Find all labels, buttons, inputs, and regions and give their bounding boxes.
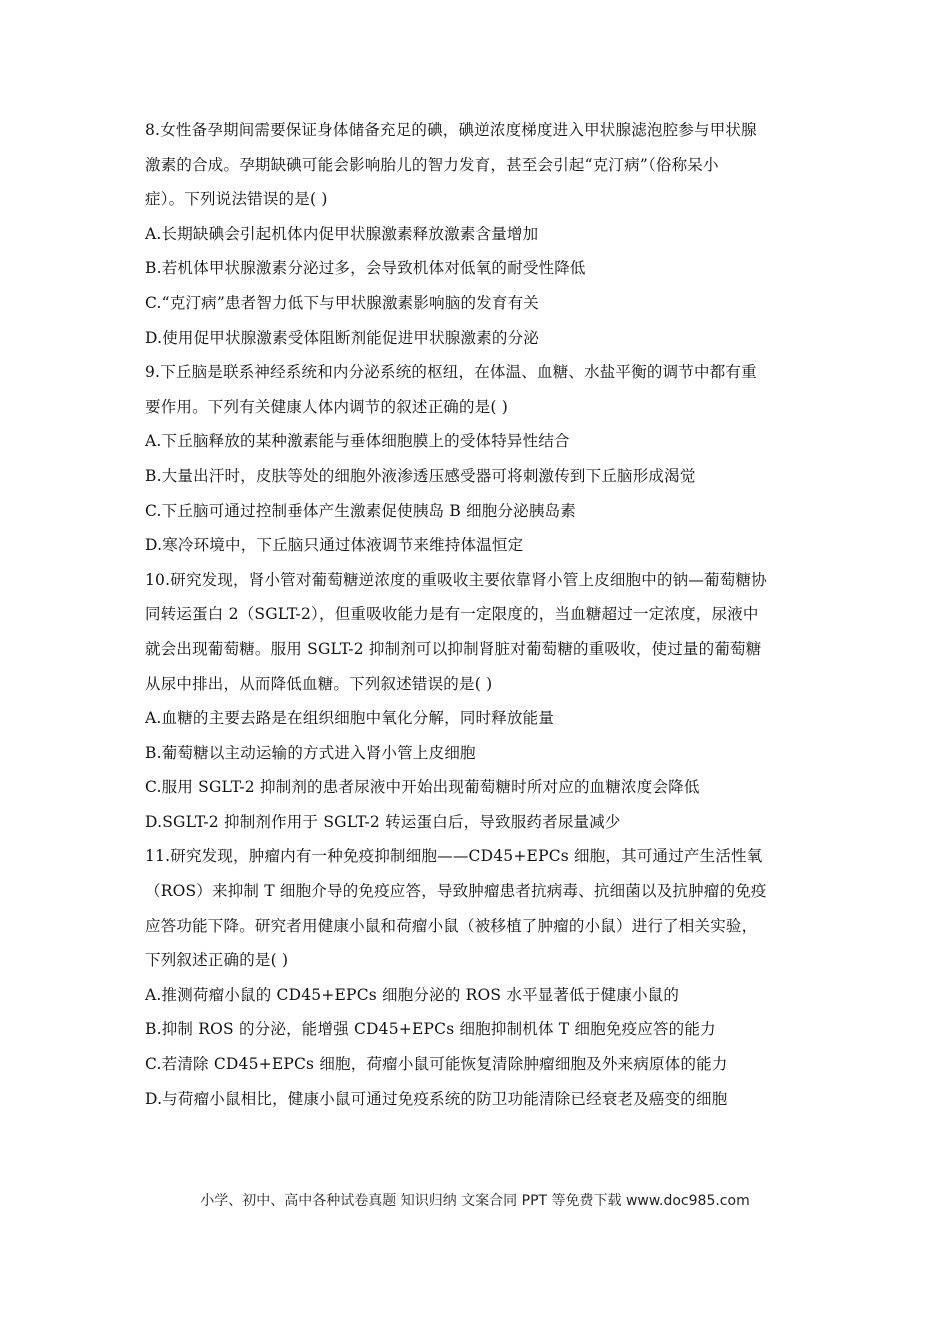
question-stem-line: 同转运蛋白 2（SGLT-2），但重吸收能力是有一定限度的，当血糖超过一定浓度，尿液中 bbox=[145, 605, 759, 624]
page-footer: 小学、初中、高中各种试卷真题 知识归纳 文案合同 PPT 等免费下载 www.doc985.com bbox=[200, 1193, 750, 1209]
question-stem-line: 10.研究发现，肾小管对葡萄糖逆浓度的重吸收主要依靠肾小管上皮细胞中的钠—葡萄糖协 bbox=[145, 570, 767, 589]
question-8 bbox=[145, 113, 810, 355]
option-c: C.下丘脑可通过控制垂体产生激素促使胰岛 B 细胞分泌胰岛素 bbox=[145, 501, 576, 520]
option-c: C.服用 SGLT-2 抑制剂的患者尿液中开始出现葡萄糖时所对应的血糖浓度会降低 bbox=[145, 778, 700, 797]
option-c: C.“克汀病”患者智力低下与甲状腺激素影响脑的发育有关 bbox=[145, 293, 539, 312]
option-b: B.若机体甲状腺激素分泌过多，会导致机体对低氧的耐受性降低 bbox=[145, 259, 586, 278]
question-9 bbox=[145, 355, 810, 563]
question-stem-line: 激素的合成。孕期缺碘可能会影响胎儿的智力发育，甚至会引起“克汀病”（俗称呆小 bbox=[145, 155, 719, 174]
question-10 bbox=[145, 563, 810, 840]
option-a: A.推测荷瘤小鼠的 CD45+EPCs 细胞分泌的 ROS 水平显著低于健康小鼠的 bbox=[145, 985, 680, 1004]
question-stem-line: 就会出现葡萄糖。服用 SGLT-2 抑制剂可以抑制肾脏对葡萄糖的重吸收，使过量的葡萄糖 bbox=[145, 639, 762, 658]
option-a: A.长期缺碘会引起机体内促甲状腺激素释放激素含量增加 bbox=[145, 224, 539, 243]
option-b: B.葡萄糖以主动运输的方式进入肾小管上皮细胞 bbox=[145, 743, 476, 762]
question-list bbox=[145, 113, 810, 1116]
question-11 bbox=[145, 839, 810, 1116]
option-a: A.血糖的主要去路是在组织细胞中氧化分解，同时释放能量 bbox=[145, 709, 555, 728]
question-stem-line: 下列叙述正确的是( ) bbox=[145, 951, 289, 970]
question-stem-line: 从尿中排出，从而降低血糖。下列叙述错误的是( ) bbox=[145, 674, 493, 693]
question-stem-line: 8.女性备孕期间需要保证身体储备充足的碘，碘逆浓度梯度进入甲状腺滤泡腔参与甲状腺 bbox=[145, 121, 757, 139]
question-stem-line: 9.下丘脑是联系神经系统和内分泌系统的枢纽，在体温、血糖、水盐平衡的调节中都有重 bbox=[145, 363, 757, 382]
question-stem-line: 要作用。下列有关健康人体内调节的叙述正确的是( ) bbox=[145, 397, 509, 416]
option-c: C.若清除 CD45+EPCs 细胞，荷瘤小鼠可能恢复清除肿瘤细胞及外来病原体的能力 bbox=[145, 1055, 728, 1074]
option-b: B.抑制 ROS 的分泌，能增强 CD45+EPCs 细胞抑制机体 T 细胞免疫应答的能力 bbox=[145, 1020, 716, 1039]
option-a: A.下丘脑释放的某种激素能与垂体细胞膜上的受体特异性结合 bbox=[145, 432, 570, 451]
option-d: D.SGLT-2 抑制剂作用于 SGLT-2 转运蛋白后，导致服药者尿量减少 bbox=[145, 812, 621, 831]
option-b: B.大量出汗时，皮肤等处的细胞外液渗透压感受器可将刺激传到下丘脑形成渴觉 bbox=[145, 466, 696, 485]
option-d: D.寒冷环境中，下丘脑只通过体液调节来维持体温恒定 bbox=[145, 536, 524, 555]
question-stem-line: （ROS）来抑制 T 细胞介导的免疫应答，导致肿瘤患者抗病毒、抗细菌以及抗肿瘤的免疫 bbox=[145, 882, 767, 901]
question-stem-line: 11.研究发现，肿瘤内有一种免疫抑制细胞——CD45+EPCs 细胞，其可通过产生活性氧 bbox=[145, 847, 763, 866]
option-d: D.与荷瘤小鼠相比，健康小鼠可通过免疫系统的防卫功能清除已经衰老及癌变的细胞 bbox=[145, 1089, 728, 1108]
question-stem-line: 症）。下列说法错误的是( ) bbox=[145, 190, 328, 209]
question-stem-line: 应答功能下降。研究者用健康小鼠和荷瘤小鼠（被移植了肿瘤的小鼠）进行了相关实验， bbox=[145, 916, 758, 935]
option-d: D.使用促甲状腺激素受体阻断剂能促进甲状腺激素的分泌 bbox=[145, 328, 540, 347]
